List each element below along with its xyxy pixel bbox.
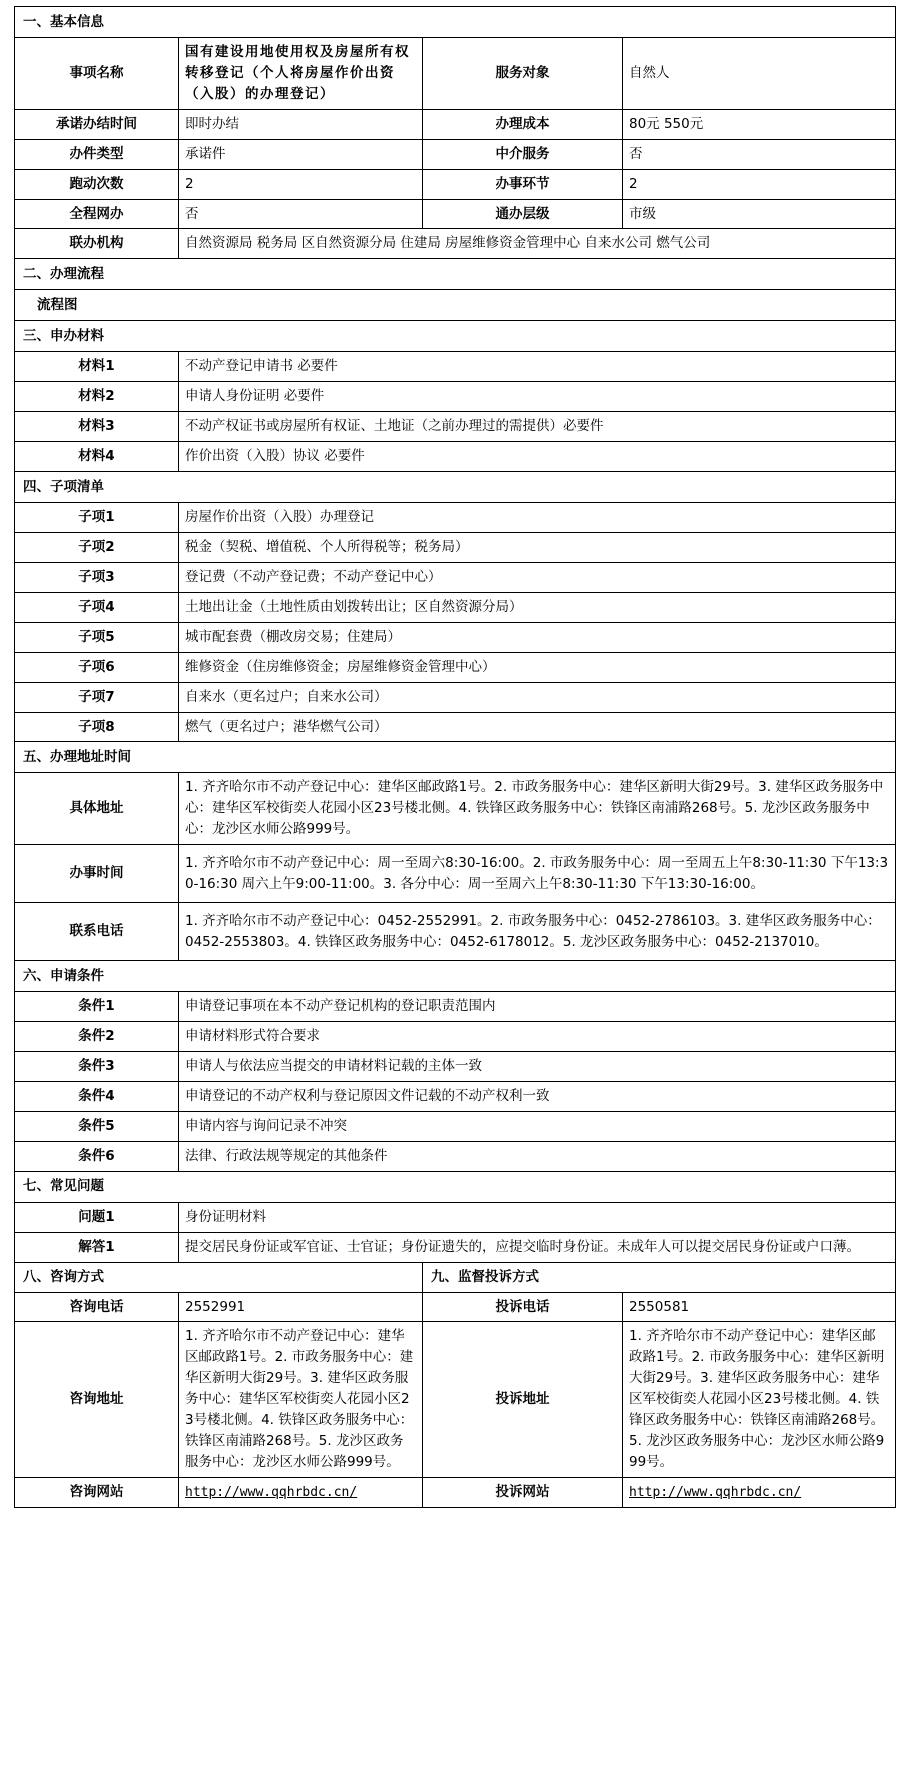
table-row bbox=[15, 562, 896, 592]
table-row bbox=[15, 1141, 896, 1171]
table-row bbox=[15, 412, 896, 442]
table-row bbox=[15, 1292, 896, 1322]
item-name-value: 国有建设用地使用权及房屋所有权转移登记（个人将房屋作价出资（入股）的办理登记） bbox=[179, 38, 423, 110]
office-hours-label: 办事时间 bbox=[15, 845, 179, 903]
process-steps-value: 2 bbox=[623, 169, 896, 199]
consult-website-label: 咨询网站 bbox=[15, 1477, 179, 1507]
table-row bbox=[15, 1111, 896, 1141]
subitem-value: 燃气（更名过户；港华燃气公司） bbox=[179, 712, 896, 742]
faq-answer-value: 提交居民身份证或军官证、士官证；身份证遗失的，应提交临时身份证。未成年人可以提交居民身份证或户口薄。 bbox=[179, 1232, 896, 1262]
table-row bbox=[15, 903, 896, 961]
condition-value: 申请材料形式符合要求 bbox=[179, 1022, 896, 1052]
material-value: 作价出资（入股）协议 必要件 bbox=[179, 442, 896, 472]
subitem-value: 房屋作价出资（入股）办理登记 bbox=[179, 503, 896, 533]
section-title-materials: 三、申办材料 bbox=[15, 321, 896, 352]
intermediary-service-label: 中介服务 bbox=[423, 139, 623, 169]
subitem-label: 子项3 bbox=[15, 562, 179, 592]
material-value: 不动产登记申请书 必要件 bbox=[179, 352, 896, 382]
subitem-label: 子项4 bbox=[15, 592, 179, 622]
material-label: 材料1 bbox=[15, 352, 179, 382]
faq-question-label: 问题1 bbox=[15, 1202, 179, 1232]
subitem-label: 子项8 bbox=[15, 712, 179, 742]
intermediary-service-value: 否 bbox=[623, 139, 896, 169]
subitem-value: 登记费（不动产登记费；不动产登记中心） bbox=[179, 562, 896, 592]
table-row bbox=[15, 382, 896, 412]
flow-chart-label: 流程图 bbox=[15, 290, 896, 321]
section-title-subitems: 四、子项清单 bbox=[15, 472, 896, 503]
table-row bbox=[15, 1022, 896, 1052]
material-label: 材料3 bbox=[15, 412, 179, 442]
material-label: 材料4 bbox=[15, 442, 179, 472]
table-row bbox=[15, 169, 896, 199]
section-row-materials bbox=[15, 321, 896, 352]
condition-label: 条件2 bbox=[15, 1022, 179, 1052]
complaint-website-link[interactable]: http://www.qqhrbdc.cn/ bbox=[629, 1484, 802, 1500]
specific-address-label: 具体地址 bbox=[15, 773, 179, 845]
section-title-complaint: 九、监督投诉方式 bbox=[423, 1262, 896, 1292]
subitem-value: 城市配套费（棚改房交易；住建局） bbox=[179, 622, 896, 652]
trip-count-value: 2 bbox=[179, 169, 423, 199]
promise-time-label: 承诺办结时间 bbox=[15, 109, 179, 139]
table-row bbox=[15, 773, 896, 845]
contact-phone-label: 联系电话 bbox=[15, 903, 179, 961]
section-row-faq bbox=[15, 1171, 896, 1202]
section-title-conditions: 六、申请条件 bbox=[15, 961, 896, 992]
section-row-subitems bbox=[15, 472, 896, 503]
condition-value: 申请内容与询问记录不冲突 bbox=[179, 1111, 896, 1141]
subitem-label: 子项2 bbox=[15, 532, 179, 562]
table-row bbox=[15, 652, 896, 682]
consult-address-value: 1. 齐齐哈尔市不动产登记中心：建华区邮政路1号。2. 市政务服务中心：建华区新明大街29号。3. 建华区政务服务中心：建华区军校街奕人花园小区23号楼北侧。4. 铁锋区政务服务中心：铁锋区南浦路268号。5. 龙沙区政务服务中心：龙沙区水师公路999号。 bbox=[179, 1322, 423, 1477]
service-target-label: 服务对象 bbox=[423, 38, 623, 110]
table-row bbox=[15, 622, 896, 652]
table-row bbox=[15, 290, 896, 321]
subitem-label: 子项1 bbox=[15, 503, 179, 533]
process-steps-label: 办事环节 bbox=[423, 169, 623, 199]
section-title-basic-info: 一、基本信息 bbox=[15, 7, 896, 38]
subitem-label: 子项6 bbox=[15, 652, 179, 682]
table-row bbox=[15, 532, 896, 562]
material-label: 材料2 bbox=[15, 382, 179, 412]
table-row bbox=[15, 1322, 896, 1477]
faq-answer-label: 解答1 bbox=[15, 1232, 179, 1262]
table-row bbox=[15, 229, 896, 259]
condition-value: 法律、行政法规等规定的其他条件 bbox=[179, 1141, 896, 1171]
section-row-conditions bbox=[15, 961, 896, 992]
promise-time-value: 即时办结 bbox=[179, 109, 423, 139]
complaint-website-cell bbox=[623, 1477, 896, 1507]
condition-label: 条件4 bbox=[15, 1081, 179, 1111]
coverage-level-label: 通办层级 bbox=[423, 199, 623, 229]
section-row-location bbox=[15, 742, 896, 773]
service-guide-table bbox=[14, 6, 896, 1508]
table-row bbox=[15, 139, 896, 169]
consult-phone-value: 2552991 bbox=[179, 1292, 423, 1322]
table-row bbox=[15, 1081, 896, 1111]
table-row bbox=[15, 845, 896, 903]
table-row bbox=[15, 682, 896, 712]
table-row bbox=[15, 1202, 896, 1232]
complaint-address-value: 1. 齐齐哈尔市不动产登记中心：建华区邮政路1号。2. 市政务服务中心：建华区新明大街29号。3. 建华区政务服务中心：建华区军校街奕人花园小区23号楼北侧。4. 铁锋区政务服务中心：铁锋区南浦路268号。5. 龙沙区政务服务中心：龙沙区水师公路999号。 bbox=[623, 1322, 896, 1477]
table-row bbox=[15, 442, 896, 472]
table-row bbox=[15, 352, 896, 382]
table-row bbox=[15, 38, 896, 110]
joint-agency-label: 联办机构 bbox=[15, 229, 179, 259]
consult-address-label: 咨询地址 bbox=[15, 1322, 179, 1477]
section-title-faq: 七、常见问题 bbox=[15, 1171, 896, 1202]
table-row bbox=[15, 592, 896, 622]
consult-website-link[interactable]: http://www.qqhrbdc.cn/ bbox=[185, 1484, 358, 1500]
table-row bbox=[15, 992, 896, 1022]
section-row-consult-complaint bbox=[15, 1262, 896, 1292]
table-row bbox=[15, 1477, 896, 1507]
full-online-value: 否 bbox=[179, 199, 423, 229]
section-title-process: 二、办理流程 bbox=[15, 259, 896, 290]
contact-phone-value: 1. 齐齐哈尔市不动产登记中心：0452-2552991。2. 市政务服务中心：0452-2786103。3. 建华区政务服务中心：0452-2553803。4. 铁锋区政务服务中心：0452-6178012。5. 龙沙区政务服务中心：0452-2137010。 bbox=[179, 903, 896, 961]
faq-question-value: 身份证明材料 bbox=[179, 1202, 896, 1232]
subitem-value: 税金（契税、增值税、个人所得税等；税务局） bbox=[179, 532, 896, 562]
complaint-phone-label: 投诉电话 bbox=[423, 1292, 623, 1322]
condition-value: 申请登记事项在本不动产登记机构的登记职责范围内 bbox=[179, 992, 896, 1022]
consult-phone-label: 咨询电话 bbox=[15, 1292, 179, 1322]
subitem-value: 土地出让金（土地性质由划拨转出让；区自然资源分局） bbox=[179, 592, 896, 622]
trip-count-label: 跑动次数 bbox=[15, 169, 179, 199]
case-type-value: 承诺件 bbox=[179, 139, 423, 169]
joint-agency-value: 自然资源局 税务局 区自然资源分局 住建局 房屋维修资金管理中心 自来水公司 燃气公司 bbox=[179, 229, 896, 259]
complaint-phone-value: 2550581 bbox=[623, 1292, 896, 1322]
table-row bbox=[15, 199, 896, 229]
service-target-value: 自然人 bbox=[623, 38, 896, 110]
table-row bbox=[15, 1052, 896, 1082]
table-row bbox=[15, 1232, 896, 1262]
condition-label: 条件3 bbox=[15, 1052, 179, 1082]
section-row-process bbox=[15, 259, 896, 290]
consult-website-cell bbox=[179, 1477, 423, 1507]
office-hours-value: 1. 齐齐哈尔市不动产登记中心：周一至周六8:30-16:00。2. 市政务服务中心：周一至周五上午8:30-11:30 下午13:30-16:30 周六上午9:00-11:00。3. 各分中心：周一至周六上午8:30-11:30 下午13:30-16:00。 bbox=[179, 845, 896, 903]
subitem-value: 维修资金（住房维修资金；房屋维修资金管理中心） bbox=[179, 652, 896, 682]
case-type-label: 办件类型 bbox=[15, 139, 179, 169]
table-row bbox=[15, 712, 896, 742]
condition-label: 条件6 bbox=[15, 1141, 179, 1171]
table-row bbox=[15, 503, 896, 533]
condition-label: 条件1 bbox=[15, 992, 179, 1022]
complaint-address-label: 投诉地址 bbox=[423, 1322, 623, 1477]
section-title-consult: 八、咨询方式 bbox=[15, 1262, 423, 1292]
handling-cost-label: 办理成本 bbox=[423, 109, 623, 139]
item-name-label: 事项名称 bbox=[15, 38, 179, 110]
condition-value: 申请人与依法应当提交的申请材料记载的主体一致 bbox=[179, 1052, 896, 1082]
condition-label: 条件5 bbox=[15, 1111, 179, 1141]
subitem-label: 子项5 bbox=[15, 622, 179, 652]
table-row bbox=[15, 109, 896, 139]
section-title-location: 五、办理地址时间 bbox=[15, 742, 896, 773]
section-row-basic-info bbox=[15, 7, 896, 38]
complaint-website-label: 投诉网站 bbox=[423, 1477, 623, 1507]
specific-address-value: 1. 齐齐哈尔市不动产登记中心：建华区邮政路1号。2. 市政务服务中心：建华区新明大街29号。3. 建华区政务服务中心：建华区军校街奕人花园小区23号楼北侧。4. 铁锋区政务服务中心：铁锋区南浦路268号。5. 龙沙区政务服务中心：龙沙区水师公路999号。 bbox=[179, 773, 896, 845]
material-value: 申请人身份证明 必要件 bbox=[179, 382, 896, 412]
condition-value: 申请登记的不动产权利与登记原因文件记载的不动产权利一致 bbox=[179, 1081, 896, 1111]
handling-cost-value: 80元 550元 bbox=[623, 109, 896, 139]
material-value: 不动产权证书或房屋所有权证、土地证（之前办理过的需提供）必要件 bbox=[179, 412, 896, 442]
full-online-label: 全程网办 bbox=[15, 199, 179, 229]
subitem-label: 子项7 bbox=[15, 682, 179, 712]
coverage-level-value: 市级 bbox=[623, 199, 896, 229]
subitem-value: 自来水（更名过户；自来水公司） bbox=[179, 682, 896, 712]
